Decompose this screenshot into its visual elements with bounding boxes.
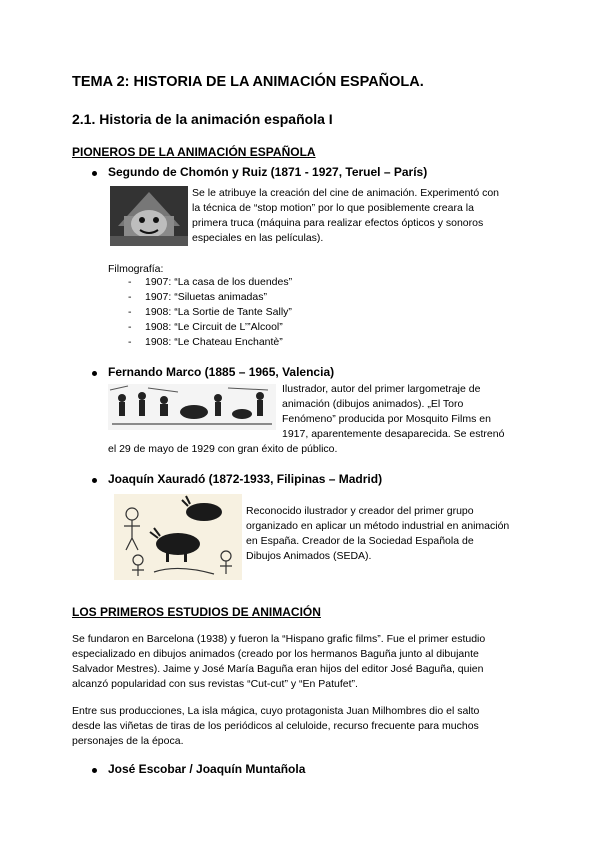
chomon-photo [110,186,188,246]
film-item: 1908: “Le Chateau Enchantè” [145,336,283,348]
text-line: Se le atribuye la creación del cine de animación. Experimentó con [192,187,500,199]
chomon-name: Segundo de Chomón y Ruiz (1871 - 1927, Teruel – París) [108,165,428,179]
escobar-name: José Escobar / Joaquín Muntañola [108,762,306,776]
marco-name: Fernando Marco (1885 – 1965, Valencia) [108,365,335,379]
film-item: 1908: “Le Circuit de L’”Alcool” [145,321,283,333]
text-line: en España. Creador de la Sociedad Española de [246,535,474,547]
studios-paragraph-2 [72,704,479,749]
text-line: 1917, aparentemente desaparecida. Se estrenó [282,428,505,440]
bullet-icon [92,371,97,376]
section-title-studios: LOS PRIMEROS ESTUDIOS DE ANIMACIÓN [72,605,321,619]
text-line: el 29 de mayo de 1929 con gran éxito de público. [108,443,338,455]
xaurado-illustration [114,494,242,580]
list-dash: - [128,336,132,348]
list-dash: - [128,291,132,303]
xaurado-description [246,504,509,564]
text-line: Dibujos Animados (SEDA). [246,550,372,562]
bullet-icon [92,768,97,773]
marco-description [282,382,504,442]
text-line: especiales en las películas). [192,232,324,244]
text-line: animación (dibujos animados). „El Toro [282,398,464,410]
film-item: 1908: “La Sortie de Tante Sally” [145,306,292,318]
text-line: primera truca (máquina para realizar efectos ópticos y sonoros [192,217,484,229]
film-item: 1907: “La casa de los duendes” [145,276,293,288]
page-title: TEMA 2: HISTORIA DE LA ANIMACIÓN ESPAÑOLA. [72,74,424,90]
studios-paragraph-1 [72,632,485,692]
text-line: Se fundaron en Barcelona (1938) y fueron la “Hispano grafic films”. Fue el primer estudio [72,633,486,645]
chomon-description [192,186,499,246]
section-title-pioneers: PIONEROS DE LA ANIMACIÓN ESPAÑOLA [72,145,316,159]
list-dash: - [128,276,132,288]
list-dash: - [128,321,132,333]
text-line: Reconocido ilustrador y creador del primer grupo [246,505,474,517]
text-line: la técnica de “stop motion” por lo que posiblemente creara la [192,202,474,214]
text-line: alcanzó popularidad con sus revistas “Cut-cut” y “En Patufet”. [72,678,358,690]
text-line: Entre sus producciones, La isla mágica, cuyo protagonista Juan Milhombres dio el salto [72,705,480,717]
text-line: organizado en aplicar un método industrial en animación [246,520,510,532]
filmography-label: Filmografía: [108,263,164,275]
list-dash: - [128,306,132,318]
text-line: Fenómeno” producida por Mosquito Films en [282,413,491,425]
section-heading: 2.1. Historia de la animación española I [72,111,333,127]
bullet-icon [92,478,97,483]
film-item: 1907: “Siluetas animadas” [145,291,267,303]
text-line: especializado en dibujos animados (creado por los hermanos Baguña junto al dibujante [72,648,479,660]
text-line: desde las viñetas de tiras de los periódicos al celuloide, recurso frecuente para muchos [72,720,479,732]
text-line: Salvador Mestres). Jaime y José María Baguña eran hijos del editor José Baguña, quien [72,663,484,675]
bullet-icon [92,171,97,176]
marco-illustration [108,384,276,430]
text-line: personajes de la época. [72,735,184,747]
text-line: Ilustrador, autor del primer largometraje de [282,383,481,395]
xaurado-name: Joaquín Xauradó (1872-1933, Filipinas – Madrid) [108,472,383,486]
